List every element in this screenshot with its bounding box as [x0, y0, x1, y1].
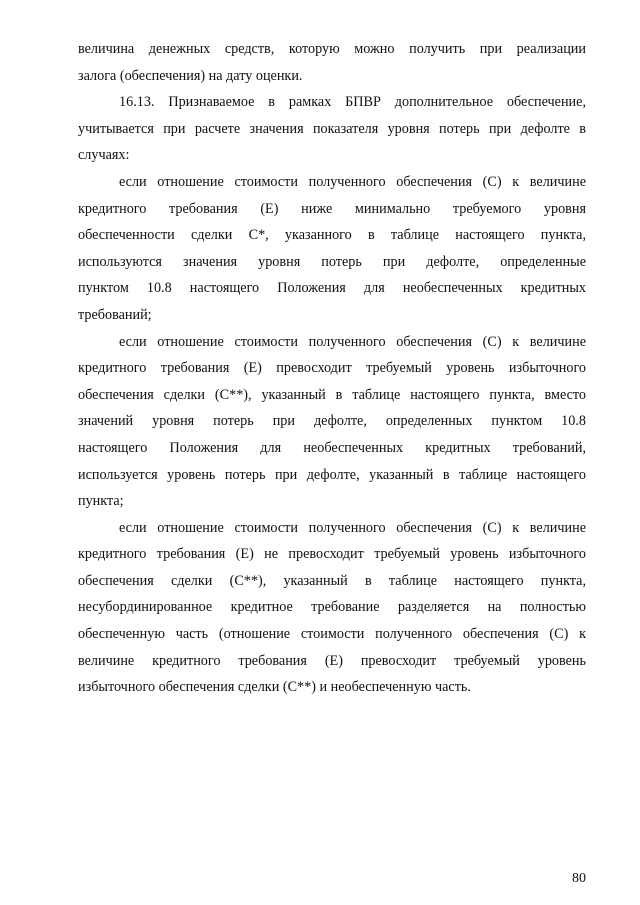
text-line: обеспеченную часть (отношение стоимости полученного обеспечения (С) к — [78, 626, 586, 643]
text-line: кредитного требования (Е) превосходит требуемый уровень избыточного — [78, 360, 586, 377]
document-body — [78, 36, 586, 701]
page-number: 80 — [572, 871, 586, 886]
text-line: залога (обеспечения) на дату оценки. — [78, 67, 303, 84]
text-line: кредитного требования (Е) ниже минимально требуемого уровня — [78, 200, 586, 217]
text-line: избыточного обеспечения сделки (С**) и необеспеченную часть. — [78, 679, 471, 696]
text-line: обеспечения сделки (С**), указанный в таблице настоящего пункта, — [78, 572, 586, 589]
text-line: обеспечения сделки (С**), указанный в таблице настоящего пункта, вместо — [78, 386, 586, 403]
case-2-first-line: если отношение стоимости полученного обеспечения (С) к величине — [119, 333, 586, 350]
text-line: используется уровень потерь при дефолте, указанный в таблице настоящего — [78, 466, 586, 483]
text-line: используются значения уровня потерь при дефолте, определенные — [78, 253, 586, 270]
paragraph-16-13-first-line: 16.13. Признаваемое в рамках БПВР дополнительное обеспечение, — [119, 94, 586, 111]
text-line: кредитного требования (Е) не превосходит требуемый уровень избыточного — [78, 546, 586, 563]
text-line: учитывается при расчете значения показателя уровня потерь при дефолте в — [78, 120, 586, 137]
text-line: несубординированное кредитное требование разделяется на полностью — [78, 599, 586, 616]
text-line: величине кредитного требования (Е) превосходит требуемый уровень — [78, 652, 586, 669]
text-line: случаях: — [78, 147, 130, 164]
text-line: пункта; — [78, 493, 124, 510]
text-line: пунктом 10.8 настоящего Положения для необеспеченных кредитных — [78, 280, 586, 297]
text-line: обеспеченности сделки С*, указанного в таблице настоящего пункта, — [78, 227, 586, 244]
text-line: значений уровня потерь при дефолте, определенных пунктом 10.8 — [78, 413, 586, 430]
text-line: величина денежных средств, которую можно получить при реализации — [78, 41, 586, 57]
text-line: требований; — [78, 306, 152, 323]
case-1-first-line: если отношение стоимости полученного обеспечения (С) к величине — [119, 173, 586, 190]
case-3-first-line: если отношение стоимости полученного обеспечения (С) к величине — [119, 519, 586, 536]
text-line: настоящего Положения для необеспеченных кредитных требований, — [78, 439, 586, 456]
